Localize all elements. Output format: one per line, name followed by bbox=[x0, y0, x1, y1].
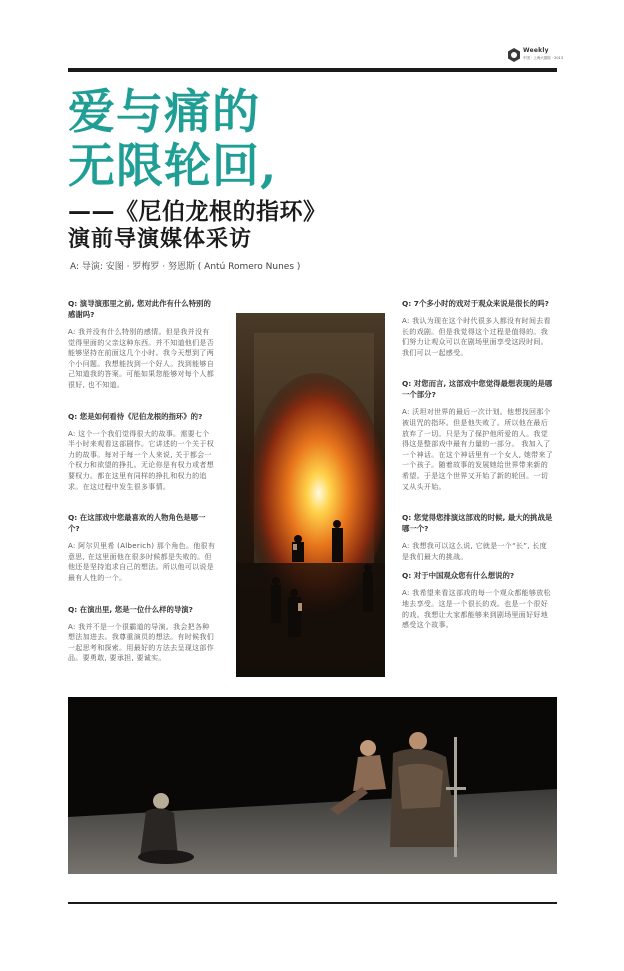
question-text: Q: 对于中国观众您有什么想说的? bbox=[402, 571, 515, 581]
top-divider bbox=[68, 68, 557, 72]
title-line-1: 爱与痛的 bbox=[68, 85, 260, 140]
answer-text: A: 我想我可以这么说, 它就是一个“长”, 长度是我们最大的挑战。 bbox=[402, 542, 547, 561]
question-text: Q: 对您而言, 这部戏中您觉得最想表现的是哪一个部分? bbox=[402, 379, 553, 400]
question-text: Q: 演导演那里之前, 您对此作有什么特别的感谢吗? bbox=[68, 299, 211, 319]
byline: A: 导演: 安图 · 罗梅罗 · 努恩斯 ( Antú Romero Nunes ) bbox=[70, 262, 301, 272]
answer-text: A: 我认为现在这个时代很多人都没有时间去看长的戏剧。但是我觉得这个过程是值得的。我们努力让观众可以在剧场里面享受这段时间。我们可以一起感受。 bbox=[402, 317, 551, 357]
brand-tagline: 中国 · 上海大剧院 · 2013 bbox=[523, 56, 564, 60]
bottom-divider bbox=[68, 902, 557, 904]
question-text: Q: 7个多小时的戏对于观众来说是很长的吗? bbox=[402, 299, 549, 308]
subtitle: ——《尼伯龙根的指环》 bbox=[68, 199, 327, 225]
answer-text: A: 我并没有什么特别的感情。但是我并没有觉得里面的父亲这种东西。并不知道他们是否能够坚持在前面这几个小时。我今天想到了两个小问题。我想能找到一个好人。找到能够自己知道我的答案。可能如果您能够对每个人都很好, 也不知道。 bbox=[68, 328, 214, 389]
answer-text: A: 我并不是一个很霸道的导演。我会把各种想法加进去。我尊重演员的想法。有时候我们一起思考和探索。用最好的方法去呈现这部作品。要勇敢, 要承担, 要诚实。 bbox=[68, 622, 214, 663]
answer-text: A: 我希望来看这部戏的每一个观众都能够放松地去享受。这是一个很长的戏。也是一个很好的戏。我想让大家都能够来到剧场里面好好地感受这个故事。 bbox=[402, 589, 551, 630]
stage-photo-performers bbox=[68, 697, 557, 874]
answer-text: A: 阿尔贝里希 (Alberich) 那个角色。他很有意思, 在这里面他在很多时候都是失败的。但他还是坚持追求自己的想法。所以他可以说是最有人性的一个。 bbox=[68, 542, 216, 582]
stage-fire-image bbox=[236, 313, 385, 677]
left-text-column bbox=[68, 298, 216, 684]
question-text: Q: 在这部戏中您最喜欢的人物角色是哪一个? bbox=[68, 513, 206, 534]
brand-name: Weekly bbox=[523, 47, 549, 54]
right-text-column bbox=[402, 298, 554, 651]
question-text: Q: 您是如何看待《尼伯龙根的指环》的? bbox=[68, 411, 203, 421]
question-text: Q: 您觉得您排演这部戏的时候, 最大的挑战是哪一个? bbox=[402, 513, 553, 534]
stage-performers-image bbox=[68, 697, 557, 874]
subtitle-2: 演前导演媒体采访 bbox=[68, 227, 253, 252]
answer-text: A: 这个一个我们觉得很大的故事。需要七个半小时来观看这部剧作。它讲述的一个关于权力的故事。每对于每一个人来说, 关于都会一个权力和欲望的挣扎。无论你是有权力或者想要权力。都在这里有同样的挣扎和权力的追求。在这过程中发生很多事情。 bbox=[68, 429, 214, 491]
publication-logo bbox=[507, 46, 563, 66]
standing-warrior bbox=[390, 732, 466, 857]
stage-photo-fire bbox=[236, 313, 385, 677]
title-line-2: 无限轮回, bbox=[68, 139, 278, 194]
hexagon-logo-icon bbox=[507, 48, 521, 62]
answer-text: A: 沃坦对世界的最后一次计划。他想找回那个被诅咒的指环。但是他失败了。所以他在最后放弃了一切。只是为了保护他所爱的人。我觉得这是整部戏中最有力量的一部分。 我加入了一个神话。在这个神话里有一个女人, 她带来了一个孩子。随着故事的发展她给世界带来新的希望。于是这个世界又开始了新的轮回。一切又从头开始。 bbox=[402, 408, 554, 491]
question-text: Q: 在演出里, 您是一位什么样的导演? bbox=[68, 604, 193, 614]
